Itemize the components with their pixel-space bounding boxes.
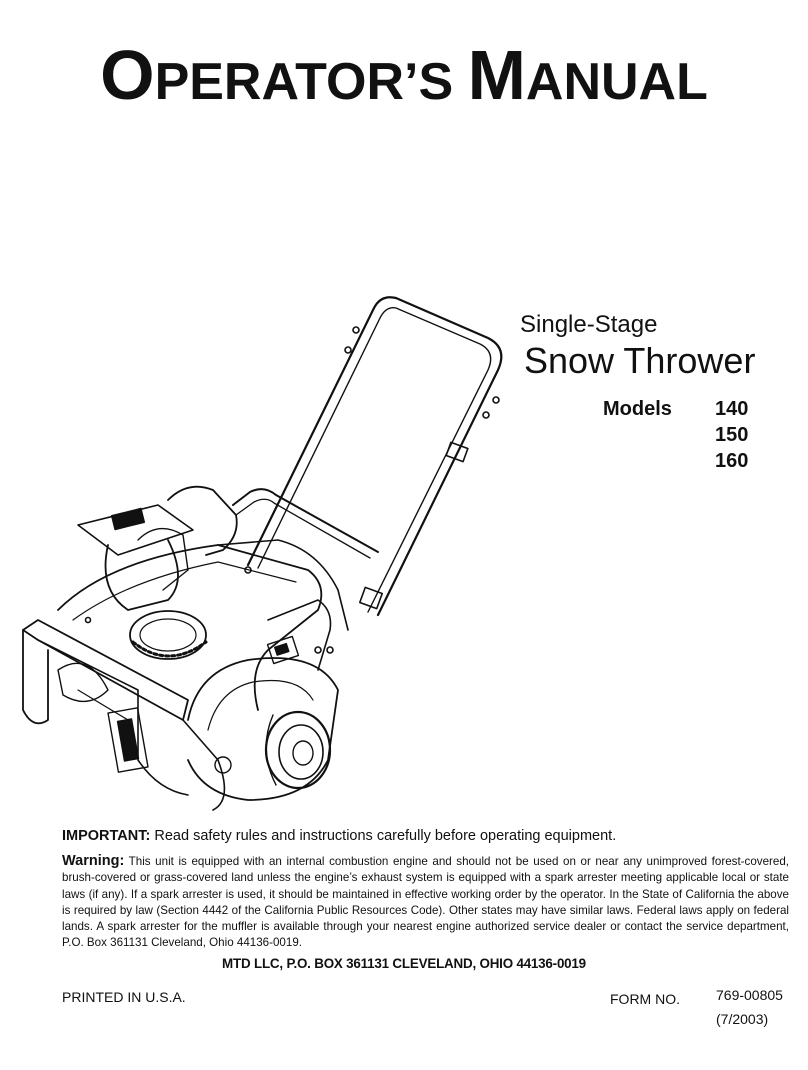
title-part-operators: PERATOR’S	[154, 53, 468, 111]
form-number: 769-00805	[716, 987, 783, 1003]
form-number-label: FORM NO.	[610, 991, 680, 1007]
important-label: IMPORTANT:	[62, 828, 151, 844]
form-date: (7/2003)	[716, 1011, 769, 1027]
warning-text: This unit is equipped with an internal combustion engine and should not be used on or near any unimproved forest-covered, brush-covered or grass-covered land unless the engine’s exhaust system is equipped with a spark arrester meeting applicable local or state laws (if any). If a spark arrester is used, it should be maintained in effective working order by the operator. In the State of California the above is required by law (Section 4442 of the California Public Resources Code). Other states may have similar laws. Federal laws apply on federal lands. A spark arrester for the muffler is available through your nearest engine authorized service dealer or contact the service department, P.O. Box 361131 Cleveland, Ohio 44136-0019.	[62, 855, 789, 950]
manual-title	[0, 36, 808, 114]
company-address: MTD LLC, P.O. BOX 361131 CLEVELAND, OHIO 44136-0019	[222, 956, 586, 971]
title-initial-o: O	[100, 36, 155, 114]
model-number: 160	[715, 450, 749, 472]
model-number: 150	[715, 424, 749, 446]
title-part-manual: ANUAL	[525, 53, 708, 111]
title-initial-m: M	[467, 36, 526, 114]
warning-notice	[62, 853, 789, 952]
model-number: 140	[715, 398, 749, 420]
snow-thrower-illustration	[18, 290, 528, 820]
product-name: Snow Thrower	[524, 340, 756, 381]
important-notice	[62, 828, 616, 844]
product-subtitle: Single-Stage	[520, 311, 658, 338]
models-label: Models	[603, 398, 672, 420]
warning-label: Warning:	[62, 853, 125, 869]
printed-in-label: PRINTED IN U.S.A.	[62, 989, 186, 1005]
important-text: Read safety rules and instructions carefully before operating equipment.	[150, 828, 617, 844]
